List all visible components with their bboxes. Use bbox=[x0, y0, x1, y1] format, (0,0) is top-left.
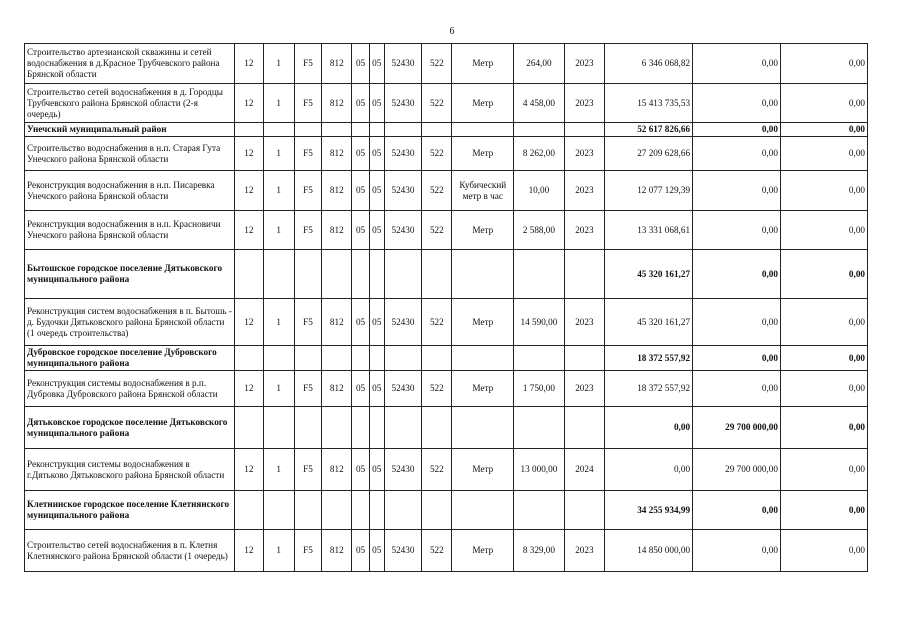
project-name-cell: Строительство сетей водоснабжения в п. Клетня Клетнянского района Брянской области (1 очередь) bbox=[25, 530, 235, 572]
amount-cell: 0,00 bbox=[780, 407, 867, 449]
code-cell: F5 bbox=[294, 137, 321, 171]
code-cell: 05 bbox=[369, 449, 384, 491]
code-cell bbox=[384, 346, 421, 371]
year-cell bbox=[564, 407, 604, 449]
code-cell bbox=[369, 346, 384, 371]
code-cell bbox=[263, 407, 294, 449]
amount-cell: 14 850 000,00 bbox=[605, 530, 693, 572]
amount-cell: 12 077 129,39 bbox=[605, 171, 693, 211]
code-cell: 05 bbox=[352, 84, 369, 123]
code-cell: 812 bbox=[322, 171, 352, 211]
year-cell: 2023 bbox=[564, 211, 604, 250]
code-cell bbox=[294, 250, 321, 299]
code-cell bbox=[384, 491, 421, 530]
group-name-cell: Унечский муниципальный район bbox=[25, 123, 235, 137]
code-cell: 12 bbox=[235, 449, 263, 491]
unit-cell bbox=[452, 123, 514, 137]
amount-cell: 0,00 bbox=[780, 250, 867, 299]
year-cell: 2023 bbox=[564, 530, 604, 572]
code-cell: 522 bbox=[422, 449, 452, 491]
year-cell: 2023 bbox=[564, 44, 604, 84]
code-cell bbox=[294, 346, 321, 371]
code-cell bbox=[422, 123, 452, 137]
code-cell: 12 bbox=[235, 84, 263, 123]
code-cell: 12 bbox=[235, 371, 263, 407]
code-cell: 05 bbox=[352, 449, 369, 491]
code-cell: 05 bbox=[352, 44, 369, 84]
code-cell bbox=[352, 346, 369, 371]
code-cell bbox=[263, 346, 294, 371]
code-cell bbox=[384, 250, 421, 299]
code-cell: 1 bbox=[263, 299, 294, 346]
code-cell: 05 bbox=[352, 299, 369, 346]
project-name-cell: Строительство сетей водоснабжения в д. Городцы Трубчевского района Брянской области (2-я очередь) bbox=[25, 84, 235, 123]
code-cell bbox=[235, 346, 263, 371]
table-row bbox=[25, 211, 868, 250]
code-cell bbox=[369, 250, 384, 299]
code-cell: 1 bbox=[263, 530, 294, 572]
subtotal-row bbox=[25, 250, 868, 299]
code-cell: 05 bbox=[369, 371, 384, 407]
code-cell: F5 bbox=[294, 299, 321, 346]
code-cell: 1 bbox=[263, 371, 294, 407]
code-cell: F5 bbox=[294, 371, 321, 407]
amount-cell: 0,00 bbox=[693, 299, 781, 346]
code-cell: 05 bbox=[369, 137, 384, 171]
table-row bbox=[25, 44, 868, 84]
budget-table bbox=[24, 43, 868, 572]
code-cell bbox=[352, 123, 369, 137]
code-cell bbox=[263, 250, 294, 299]
amount-cell: 0,00 bbox=[780, 211, 867, 250]
quantity-cell bbox=[514, 491, 565, 530]
code-cell: 522 bbox=[422, 530, 452, 572]
quantity-cell: 10,00 bbox=[514, 171, 565, 211]
project-name-cell: Строительство водоснабжения в н.п. Старая Гута Унечского района Брянской области bbox=[25, 137, 235, 171]
amount-cell: 34 255 934,99 bbox=[605, 491, 693, 530]
table-row bbox=[25, 84, 868, 123]
code-cell: 05 bbox=[352, 171, 369, 211]
quantity-cell: 14 590,00 bbox=[514, 299, 565, 346]
amount-cell: 6 346 068,82 bbox=[605, 44, 693, 84]
amount-cell: 0,00 bbox=[693, 346, 781, 371]
amount-cell: 0,00 bbox=[693, 171, 781, 211]
amount-cell: 0,00 bbox=[605, 449, 693, 491]
code-cell: 812 bbox=[322, 530, 352, 572]
year-cell: 2024 bbox=[564, 449, 604, 491]
code-cell bbox=[294, 407, 321, 449]
code-cell: 52430 bbox=[384, 371, 421, 407]
amount-cell: 0,00 bbox=[780, 84, 867, 123]
amount-cell: 0,00 bbox=[780, 44, 867, 84]
code-cell: 05 bbox=[369, 299, 384, 346]
code-cell: 05 bbox=[352, 371, 369, 407]
table-row bbox=[25, 449, 868, 491]
code-cell: 812 bbox=[322, 211, 352, 250]
amount-cell: 0,00 bbox=[693, 123, 781, 137]
table-row bbox=[25, 171, 868, 211]
code-cell: 812 bbox=[322, 371, 352, 407]
code-cell: 05 bbox=[352, 530, 369, 572]
code-cell bbox=[294, 491, 321, 530]
year-cell: 2023 bbox=[564, 371, 604, 407]
quantity-cell: 4 458,00 bbox=[514, 84, 565, 123]
year-cell bbox=[564, 250, 604, 299]
subtotal-row bbox=[25, 123, 868, 137]
code-cell bbox=[352, 250, 369, 299]
amount-cell: 27 209 628,66 bbox=[605, 137, 693, 171]
code-cell bbox=[263, 123, 294, 137]
code-cell bbox=[235, 250, 263, 299]
code-cell bbox=[422, 491, 452, 530]
code-cell: 12 bbox=[235, 530, 263, 572]
quantity-cell: 2 588,00 bbox=[514, 211, 565, 250]
code-cell bbox=[422, 407, 452, 449]
amount-cell: 45 320 161,27 bbox=[605, 250, 693, 299]
code-cell bbox=[322, 491, 352, 530]
group-name-cell: Бытошское городское поселение Дятьковского муниципального района bbox=[25, 250, 235, 299]
table-row bbox=[25, 530, 868, 572]
code-cell: F5 bbox=[294, 211, 321, 250]
code-cell bbox=[235, 407, 263, 449]
amount-cell: 0,00 bbox=[780, 491, 867, 530]
quantity-cell: 8 329,00 bbox=[514, 530, 565, 572]
subtotal-row bbox=[25, 407, 868, 449]
code-cell: 12 bbox=[235, 44, 263, 84]
code-cell: F5 bbox=[294, 84, 321, 123]
code-cell bbox=[352, 407, 369, 449]
code-cell bbox=[322, 346, 352, 371]
amount-cell: 0,00 bbox=[780, 530, 867, 572]
code-cell: 522 bbox=[422, 137, 452, 171]
quantity-cell bbox=[514, 123, 565, 137]
amount-cell: 0,00 bbox=[605, 407, 693, 449]
code-cell: 12 bbox=[235, 137, 263, 171]
amount-cell: 0,00 bbox=[693, 84, 781, 123]
code-cell bbox=[384, 123, 421, 137]
table-body bbox=[25, 44, 868, 572]
year-cell bbox=[564, 123, 604, 137]
unit-cell bbox=[452, 346, 514, 371]
code-cell: 812 bbox=[322, 299, 352, 346]
amount-cell: 52 617 826,66 bbox=[605, 123, 693, 137]
code-cell bbox=[369, 123, 384, 137]
year-cell bbox=[564, 346, 604, 371]
amount-cell: 0,00 bbox=[780, 449, 867, 491]
project-name-cell: Реконструкция систем водоснабжения в п. Бытошь - д. Будочки Дятьковского района Брянской области (1 очередь строительства) bbox=[25, 299, 235, 346]
amount-cell: 29 700 000,00 bbox=[693, 449, 781, 491]
unit-cell bbox=[452, 407, 514, 449]
quantity-cell bbox=[514, 407, 565, 449]
year-cell: 2023 bbox=[564, 84, 604, 123]
code-cell: 52430 bbox=[384, 211, 421, 250]
code-cell bbox=[235, 491, 263, 530]
code-cell: 12 bbox=[235, 211, 263, 250]
code-cell: 522 bbox=[422, 371, 452, 407]
unit-cell: Метр bbox=[452, 449, 514, 491]
code-cell bbox=[263, 491, 294, 530]
code-cell: 522 bbox=[422, 84, 452, 123]
quantity-cell bbox=[514, 250, 565, 299]
year-cell: 2023 bbox=[564, 137, 604, 171]
code-cell: 1 bbox=[263, 84, 294, 123]
code-cell: F5 bbox=[294, 449, 321, 491]
project-name-cell: Реконструкция водоснабжения в н.п. Писаревка Унечского района Брянской области bbox=[25, 171, 235, 211]
code-cell: 522 bbox=[422, 171, 452, 211]
amount-cell: 0,00 bbox=[780, 299, 867, 346]
code-cell: 522 bbox=[422, 211, 452, 250]
code-cell bbox=[369, 407, 384, 449]
code-cell: 1 bbox=[263, 211, 294, 250]
quantity-cell: 264,00 bbox=[514, 44, 565, 84]
amount-cell: 45 320 161,27 bbox=[605, 299, 693, 346]
unit-cell bbox=[452, 491, 514, 530]
unit-cell: Метр bbox=[452, 530, 514, 572]
unit-cell: Метр bbox=[452, 371, 514, 407]
amount-cell: 15 413 735,53 bbox=[605, 84, 693, 123]
page-number: 6 bbox=[449, 26, 455, 37]
unit-cell: Метр bbox=[452, 44, 514, 84]
code-cell: 05 bbox=[369, 44, 384, 84]
code-cell bbox=[352, 491, 369, 530]
code-cell: 1 bbox=[263, 171, 294, 211]
quantity-cell: 1 750,00 bbox=[514, 371, 565, 407]
amount-cell: 0,00 bbox=[693, 530, 781, 572]
code-cell: F5 bbox=[294, 44, 321, 84]
code-cell: 05 bbox=[369, 530, 384, 572]
group-name-cell: Дятьковское городское поселение Дятьковского муниципального района bbox=[25, 407, 235, 449]
code-cell: 05 bbox=[352, 137, 369, 171]
amount-cell: 0,00 bbox=[780, 137, 867, 171]
code-cell bbox=[235, 123, 263, 137]
amount-cell: 0,00 bbox=[780, 371, 867, 407]
code-cell: 812 bbox=[322, 449, 352, 491]
amount-cell: 13 331 068,61 bbox=[605, 211, 693, 250]
code-cell bbox=[369, 491, 384, 530]
code-cell bbox=[322, 123, 352, 137]
code-cell: F5 bbox=[294, 171, 321, 211]
quantity-cell bbox=[514, 346, 565, 371]
code-cell: 05 bbox=[369, 171, 384, 211]
group-name-cell: Дубровское городское поселение Дубровского муниципального района bbox=[25, 346, 235, 371]
code-cell: F5 bbox=[294, 530, 321, 572]
code-cell bbox=[322, 407, 352, 449]
amount-cell: 0,00 bbox=[693, 137, 781, 171]
code-cell: 522 bbox=[422, 44, 452, 84]
quantity-cell: 13 000,00 bbox=[514, 449, 565, 491]
code-cell: 52430 bbox=[384, 171, 421, 211]
project-name-cell: Реконструкция системы водоснабжения в р.п. Дубровка Дубровского района Брянской области bbox=[25, 371, 235, 407]
code-cell bbox=[294, 123, 321, 137]
code-cell: 52430 bbox=[384, 530, 421, 572]
subtotal-row bbox=[25, 491, 868, 530]
code-cell: 1 bbox=[263, 137, 294, 171]
code-cell: 05 bbox=[369, 84, 384, 123]
code-cell: 52430 bbox=[384, 137, 421, 171]
amount-cell: 0,00 bbox=[693, 491, 781, 530]
code-cell: 812 bbox=[322, 84, 352, 123]
code-cell: 52430 bbox=[384, 449, 421, 491]
code-cell: 12 bbox=[235, 171, 263, 211]
code-cell: 812 bbox=[322, 137, 352, 171]
unit-cell: Метр bbox=[452, 137, 514, 171]
project-name-cell: Реконструкция водоснабжения в н.п. Красновичи Унечского района Брянской области bbox=[25, 211, 235, 250]
code-cell: 52430 bbox=[384, 44, 421, 84]
table-row bbox=[25, 299, 868, 346]
year-cell bbox=[564, 491, 604, 530]
code-cell: 12 bbox=[235, 299, 263, 346]
amount-cell: 0,00 bbox=[780, 123, 867, 137]
subtotal-row bbox=[25, 346, 868, 371]
unit-cell: Метр bbox=[452, 211, 514, 250]
table-row bbox=[25, 371, 868, 407]
table-row bbox=[25, 137, 868, 171]
code-cell: 522 bbox=[422, 299, 452, 346]
amount-cell: 0,00 bbox=[693, 371, 781, 407]
unit-cell: Метр bbox=[452, 84, 514, 123]
project-name-cell: Реконструкция системы водоснабжения в г.Дятьково Дятьковского района Брянской области bbox=[25, 449, 235, 491]
project-name-cell: Строительство артезианской скважины и сетей водоснабжения в д.Красное Трубчевского района Брянской области bbox=[25, 44, 235, 84]
code-cell: 05 bbox=[369, 211, 384, 250]
code-cell: 05 bbox=[352, 211, 369, 250]
amount-cell: 18 372 557,92 bbox=[605, 346, 693, 371]
code-cell: 1 bbox=[263, 449, 294, 491]
amount-cell: 0,00 bbox=[780, 346, 867, 371]
amount-cell: 0,00 bbox=[693, 250, 781, 299]
quantity-cell: 8 262,00 bbox=[514, 137, 565, 171]
unit-cell: Кубический метр в час bbox=[452, 171, 514, 211]
amount-cell: 0,00 bbox=[693, 44, 781, 84]
code-cell bbox=[422, 250, 452, 299]
code-cell bbox=[322, 250, 352, 299]
year-cell: 2023 bbox=[564, 171, 604, 211]
amount-cell: 29 700 000,00 bbox=[693, 407, 781, 449]
code-cell: 52430 bbox=[384, 299, 421, 346]
code-cell: 1 bbox=[263, 44, 294, 84]
code-cell: 812 bbox=[322, 44, 352, 84]
unit-cell: Метр bbox=[452, 299, 514, 346]
amount-cell: 18 372 557,92 bbox=[605, 371, 693, 407]
code-cell bbox=[422, 346, 452, 371]
code-cell bbox=[384, 407, 421, 449]
amount-cell: 0,00 bbox=[693, 211, 781, 250]
code-cell: 52430 bbox=[384, 84, 421, 123]
unit-cell bbox=[452, 250, 514, 299]
year-cell: 2023 bbox=[564, 299, 604, 346]
amount-cell: 0,00 bbox=[780, 171, 867, 211]
group-name-cell: Клетнинское городское поселение Клетнянского муниципального района bbox=[25, 491, 235, 530]
